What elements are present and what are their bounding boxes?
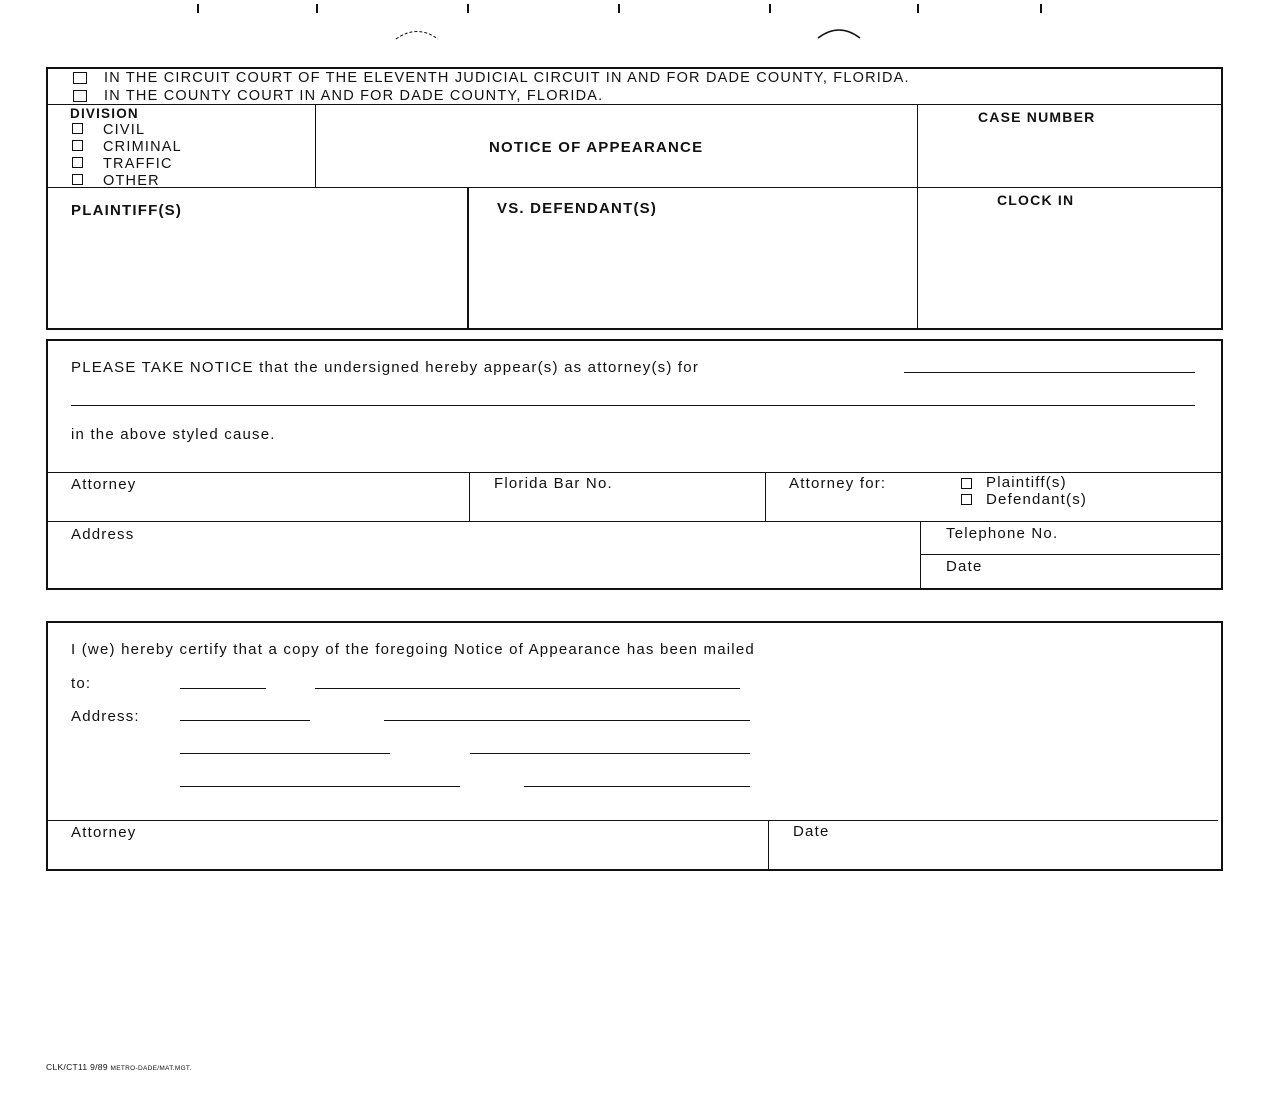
attorney-for-plaintiff-checkbox[interactable]: [961, 478, 972, 489]
defendant-field[interactable]: [472, 222, 914, 326]
attorney-for-party-field-line2[interactable]: [71, 405, 1195, 406]
mailed-address-field-3b[interactable]: [524, 786, 750, 787]
division-criminal-checkbox[interactable]: [72, 140, 83, 151]
address-field[interactable]: [50, 545, 916, 585]
case-number-divider: [917, 104, 918, 329]
defendant-label: VS. DEFENDANT(S): [497, 200, 658, 217]
mailed-to-field-2[interactable]: [315, 688, 740, 689]
county-court-label: IN THE COUNTY COURT IN AND FOR DADE COUNTY, FLORIDA.: [104, 88, 604, 104]
mailed-address-field-3a[interactable]: [180, 786, 460, 787]
notice-date-label: Date: [946, 558, 983, 575]
footer-form-code: [46, 1062, 192, 1072]
clock-in-label: CLOCK IN: [997, 192, 1075, 208]
certificate-attorney-label: Attorney: [71, 824, 137, 841]
bar-no-label: Florida Bar No.: [494, 475, 613, 492]
circuit-court-checkbox[interactable]: [73, 72, 87, 84]
bar-no-field[interactable]: [473, 494, 761, 520]
form-title: NOTICE OF APPEARANCE: [489, 139, 704, 156]
certificate-text: I (we) hereby certify that a copy of the foregoing Notice of Appearance has been mailed: [71, 641, 755, 658]
plaintiff-label: PLAINTIFF(S): [71, 202, 183, 219]
attorney-for-plaintiff-label: Plaintiff(s): [986, 474, 1067, 491]
notice-closing-text: in the above styled cause.: [71, 426, 276, 443]
clock-in-field[interactable]: [921, 212, 1219, 326]
county-court-checkbox[interactable]: [73, 90, 87, 102]
plaintiff-field[interactable]: [50, 222, 464, 326]
division-civil-checkbox[interactable]: [72, 123, 83, 134]
division-criminal-label: CRIMINAL: [103, 139, 182, 155]
case-number-field[interactable]: [920, 128, 1220, 186]
certificate-date-divider: [768, 820, 769, 870]
attorney-for-party-field[interactable]: [904, 372, 1195, 373]
certificate-section: [46, 621, 1223, 871]
attorney-label: Attorney: [71, 476, 137, 493]
punch-hole-mark: [814, 24, 864, 42]
division-traffic-checkbox[interactable]: [72, 157, 83, 168]
certificate-signature-divider: [46, 820, 1218, 821]
division-traffic-label: TRAFFIC: [103, 156, 173, 172]
certificate-date-label: Date: [793, 823, 830, 840]
form-org: METRO-DADE/MAT.MGT.: [110, 1065, 192, 1072]
notice-row-divider: [46, 472, 1222, 473]
plaintiff-defendant-divider: [467, 187, 469, 329]
mailed-address-field-2b[interactable]: [470, 753, 750, 754]
mailed-to-field-1[interactable]: [180, 688, 266, 689]
attorney-field[interactable]: [50, 494, 465, 520]
certificate-date-field[interactable]: [772, 842, 1218, 868]
division-other-checkbox[interactable]: [72, 174, 83, 185]
attorney-for-defendant-label: Defendant(s): [986, 491, 1088, 508]
telephone-label: Telephone No.: [946, 525, 1059, 542]
case-number-label: CASE NUMBER: [978, 109, 1096, 125]
notice-text: PLEASE TAKE NOTICE that the undersigned hereby appear(s) as attorney(s) for: [71, 359, 700, 376]
division-other-label: OTHER: [103, 173, 160, 189]
mailed-address-field-2a[interactable]: [180, 753, 390, 754]
bar-no-divider: [469, 472, 470, 522]
mailed-address-field-1a[interactable]: [180, 720, 310, 721]
court-divider: [46, 104, 1222, 105]
address-row-divider: [46, 521, 1222, 522]
attorney-for-defendant-checkbox[interactable]: [961, 494, 972, 505]
form-code: CLK/CT11 9/89: [46, 1062, 108, 1072]
parties-divider: [46, 187, 1222, 188]
division-divider: [315, 104, 316, 188]
certificate-attorney-field[interactable]: [50, 842, 764, 868]
attorney-for-divider: [765, 472, 766, 522]
address-label: Address: [71, 526, 135, 543]
circuit-court-label: IN THE CIRCUIT COURT OF THE ELEVENTH JUDICIAL CIRCUIT IN AND FOR DADE COUNTY, FLORIDA.: [104, 70, 910, 86]
mailed-to-label: to:: [71, 675, 92, 692]
mailed-address-label: Address:: [71, 708, 140, 725]
division-heading: DIVISION: [70, 106, 139, 121]
telephone-date-divider: [920, 554, 1220, 555]
mailed-address-field-1b[interactable]: [384, 720, 750, 721]
attorney-for-label: Attorney for:: [789, 475, 887, 492]
punch-hole-mark: [392, 26, 442, 42]
division-civil-label: CIVIL: [103, 122, 146, 138]
